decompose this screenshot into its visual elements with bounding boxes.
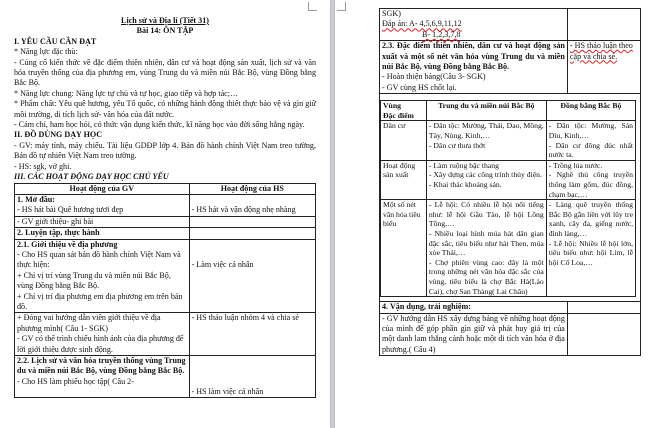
gv-text: + Chỉ vị trí vùng Trung du và miền núi Bắc Bộ, vùng Đồng bằng Bắc Bộ. [17,270,171,291]
row-heading: 4. Vận dụng, trải nghiệm: [380,302,568,313]
s1-line: * Năng lực chung: Năng lực tự chủ và tự học, giao tiếp và hợp tác;… [14,88,239,98]
gv-text: + Đóng vai hướng dẫn viên giới thiệu về địa phương mình( Câu 1- SGK) [17,313,161,333]
comparison-row [381,160,636,199]
s1-line: * Năng lực đặc thù: [14,47,78,57]
header-dong-bang: Đồng bằng Bắc Bộ [546,101,635,121]
feature-label: Dân cư [381,121,427,160]
hs-text: - HS thảo luận theo cặp và chia sẻ. [569,41,633,61]
table-row [15,228,316,239]
gv-text: SGK) [382,9,401,18]
row-heading: 2.1. Giới thiệu về địa phương [17,239,118,249]
answer-text: B- 1,2,3,7,8 [422,29,461,39]
table-row [380,313,641,356]
table-row [15,313,316,356]
gv-text: - Cho HS quan sát bản đồ hành chính Việt Nam và thực hiện: [17,249,181,270]
s1-line: - Cảm chí, ham học hỏi, có thức vận dụng kiến thức, kĩ năng học vào đời sống hằng ngày. [14,120,305,130]
hs-text: - Làm việc cả nhân [191,259,254,269]
gv-text: - GV hướng dẫn HS xây dựng bảng về những hoạt động của mình để góp phần gìn giữ và phát huy giá trị của một danh lam thắng cảnh hoặc một di tích văn hóa ở địa phương.( Câu 4) [380,313,568,356]
table-header-row [15,183,316,194]
row-heading: 1. Mở đầu: [17,194,55,204]
row-heading: 2.3. Đặc điểm thiên nhiên, dân cư và hoạt động sản xuất và một số nét văn hóa vùng Trung du và miền núi Bắc Bộ, vùng Đồng bằng Bắc Bộ. [382,41,565,72]
trung-du-cell: - Lễ hội: Có nhiều lễ hội nổi tiếng như: lễ hội Gầu Tào, lễ hội Lồng Tồng,… - Nhiều loại hình múa hát dân gian đặc sắc, tiêu biểu như hát Then, múa xòe Thái,… - Chợ phiên vùng cao: đây là một trong những nét văn hóa đặc sắc của vùng, tiêu biểu là chợ Bắc Hà(Lào Cai), chợ San Thàng( Lai Châu) [426,200,546,297]
document-page-right [335,0,650,428]
col-header-hs: Hoạt động của HS [189,183,315,194]
s2-line: - HS: sgk, vở ghi. [14,161,72,171]
table-row [15,356,316,398]
trung-du-cell: - Dân tộc: Mường, Thái, Dao, Mông, Tày, Nùng, Kinh,… - Dân cư thưa thớt [426,121,546,160]
feature-label: Một số nét văn hóa tiêu biểu [381,200,427,297]
table-row [380,302,641,313]
s1-line: - Củng cố kiến thức về đặc điểm thiên nhiên, dân cư và hoạt động sản xuất, lịch sử và văn hóa truyền thống của địa phương em, vùng Trung du và miền núi Bắc Bộ, vùng Đồng bằng Bắc Bộ. [14,57,316,88]
activities-table [14,183,316,399]
hs-text: - HS làm việc cá nhân [191,387,264,396]
gv-text: - GV cùng HS chốt lại. [382,82,457,92]
lesson-title: Lịch sử và Địa lí (Tiết 31) [121,16,209,25]
col-header-gv: Hoạt động của GV [15,183,190,194]
table-row [380,94,641,302]
header-region-feature: Vùng Đặc điểm [381,101,427,121]
dong-bang-cell: - Dân tộc: Mường, Sán Dìu, Kinh,… - Dân cư đông đúc nhất nước ta. [546,121,635,160]
section-heading-2: II. ĐỒ DÙNG DẠY HỌC [14,130,103,140]
gv-text: - Cho HS làm phiếu học tập( Câu 2- [17,376,134,386]
dong-bang-cell: - Trồng lúa nước. - Nghề thủ công truyền thống làm gốm, đúc đồng, chạm bạc,… [546,160,635,199]
comparison-table [380,100,636,297]
gv-text: - GV có thể trình chiếu hình ảnh của địa phương để lời giới thiệu được sinh động. [17,334,184,354]
crop-mark [337,2,346,11]
trung-du-cell: - Làm ruộng bậc thang - Xây dựng các công trình thủy điện. - Khai thác khoáng sản. [426,160,546,199]
table-row [15,216,316,227]
section-heading-3: III. CÁC HOẠT ĐỘNG DẠY HỌC CHỦ YẾU [14,172,169,182]
dong-bang-cell: - Làng quê truyền thống Bắc Bộ gắn liền với lũy tre xanh, cây đa, giếng nước, đình làng,… - Lễ hội: Nhiều lễ hội lớn, tiêu biểu như: hội Lim, lễ hội Cổ Loa,… [546,200,635,297]
activities-table-continued [379,8,641,356]
gv-text: + Chỉ vị trí địa phương em địa phương em trên bản đồ. [17,291,183,311]
table-row [15,239,316,313]
gv-text: - HS hát bài Quê hương tươi đẹp [17,205,124,215]
comparison-row [381,200,636,297]
page-right-content [379,8,641,356]
table-row [380,41,641,94]
table-row [380,9,641,41]
s2-line: - GV: máy tính, máy chiếu. Tài liệu GDĐP lớp 4. Bản đồ hành chính Việt Nam treo tường, Bản đồ tự nhiên Việt Nam treo tường. [14,140,316,161]
comparison-header-row [381,101,636,121]
hs-text: - HS hát và vận động nhẹ nhàng [191,204,296,214]
answer-text: Đáp án: A- 4,5,6,9,11,12 [382,19,462,29]
s1-line: * Phẩm chất: Yêu quê hương, yêu Tổ quốc, có những hành động thiết thực bảo vệ và gìn giữ môi trường, di tích lịch sử- văn hóa của đất nước. [14,99,316,119]
gv-text: - GV giới thiệu- ghi bài [15,216,190,227]
row-heading: 2.2. Lịch sử và văn hóa truyền thống vùng Trung du và miền núi Bắc Bộ, vùng Đồng bằng Bắc Bộ. [17,356,186,376]
page-left-content [14,16,316,398]
table-row [15,194,316,216]
row-heading: 2. Luyện tập, thực hành [15,228,190,239]
crop-mark [308,2,317,11]
comparison-row [381,121,636,160]
feature-label: Hoạt động sản xuất [381,160,427,199]
gv-text: - Hoàn thiện bảng(Câu 3- SGK) [382,72,486,82]
section-heading-1: I. YÊU CẦU CẦN ĐẠT [14,36,97,46]
hs-text: - HS thảo luận nhóm 4 và chia sẻ [189,313,315,356]
lesson-subtitle: Bài 14: ÔN TẬP [136,26,194,36]
header-trung-du: Trung du và miền núi Bắc Bộ [426,101,546,121]
